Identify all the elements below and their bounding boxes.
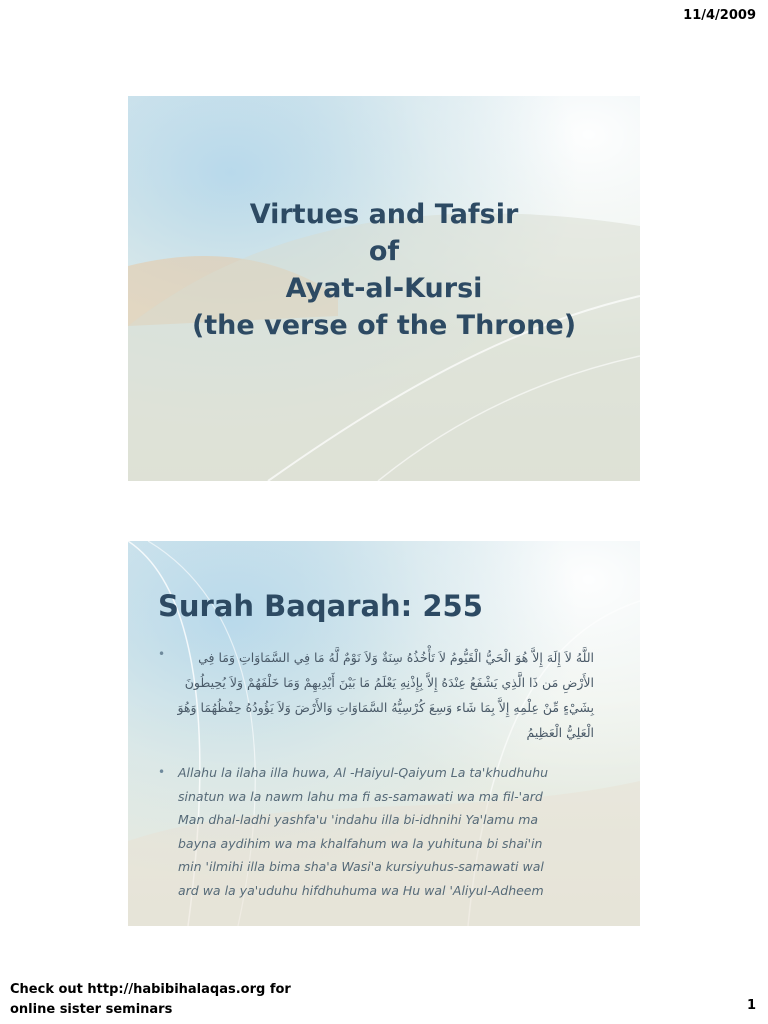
arabic-verse: اللَّهُ لاَ إِلَهَ إِلاَّ هُوَ الْحَيُّ الْقَيُّومُ لاَ تَأْخُذُهُ سِنَةٌ وَلاَ نَوْمٌ لَّهُ مَا فِي السَّمَاوَاتِ وَمَا فِي الأَرْضِ مَن ذَا الَّذِي يَشْفَعُ عِنْدَهُ إِلاَّ بِإِذْنِهِ يَعْلَمُ مَا بَيْنَ أَيْدِيهِمْ وَمَا خَلْفَهُمْ وَلاَ يُحِيطُونَ بِشَيْءٍ مِّنْ عِلْمِهِ إِلاَّ بِمَا شَاء وَسِعَ كُرْسِيُّهُ السَّمَاوَاتِ وَالأَرْضَ وَلاَ يَؤُودُهُ حِفْظُهُمَا وَهُوَ الْعَلِيُّ الْعَظِيمُ (177, 650, 594, 740)
footer-note (10, 980, 291, 1020)
title-line: (the verse of the Throne) (191, 310, 577, 341)
date-label: 11/4/2009 (683, 8, 756, 23)
title-line: Virtues and Tafsir (249, 199, 519, 230)
transliteration-text: Allahu la ilaha illa huwa, Al -Haiyul-Qaiyum La ta'khudhuhu sinatun wa la nawm lahu ma fi as-samawati wa ma fil-'ard Man dhal-ladhi yashfa'u 'indahu illa bi-idhnihi Ya'lamu ma bayna aydihim wa ma khalfahum wa la yuhituna bi shai'in min 'ilmihi illa bima sha'a Wasi'a kursiyuhus-samawati wal ard wa la ya'uduhu hifdhuhuma wa Hu wal 'Aliyul-Adheem (178, 765, 549, 898)
slide-title (128, 196, 640, 344)
footer-line: online sister seminars (10, 1002, 173, 1017)
page-number: 1 (746, 998, 756, 1013)
slide-title: Surah Baqarah: 255 (158, 589, 483, 623)
content-slide (128, 541, 640, 926)
title-line: of (368, 236, 400, 267)
bullet-icon: • (158, 765, 166, 779)
title-line: Ayat-al-Kursi (285, 273, 483, 304)
bullet-icon: • (158, 647, 166, 661)
footer-line: Check out http://habibihalaqas.org for (10, 982, 291, 997)
title-slide (128, 96, 640, 481)
